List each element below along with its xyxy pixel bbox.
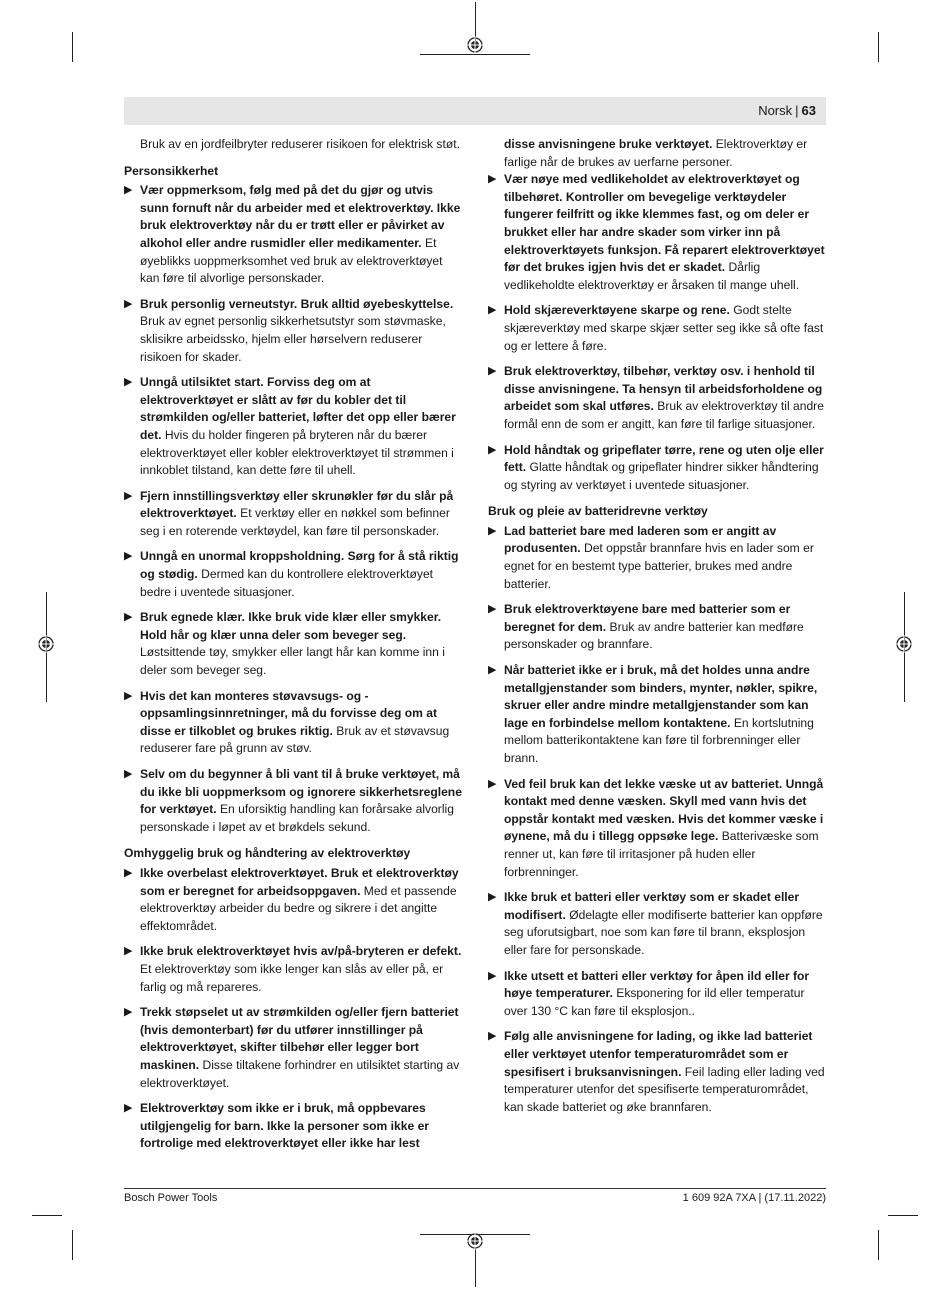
bullet-arrow-icon: ▶ (124, 689, 133, 702)
crop-mark (878, 32, 879, 62)
crop-mark (32, 1215, 62, 1216)
safety-list-item (488, 662, 825, 768)
bold-text: Når batteriet ikke er i bruk, må det holdes unna andre metallgjenstander som binders, mynter, nøkler, spikre, skruer eller andre mindre metallgjenstander som kan lage en forbindelse mellom kontaktene. (504, 663, 818, 730)
bold-text: Vær oppmerksom, følg med på det du gjør og utvis sunn fornuft når du arbeider med et elektroverktøy. Ikke bruk elektroverktøy når du er trøtt eller er påvirket av alkohol eller andre rusmidler eller medikamenter. (140, 183, 461, 250)
body-text: Ødelagte eller modifiserte batterier kan oppføre seg uforutsigbart, noe som kan føre til brann, eksplosjon eller fare for personskade. (504, 907, 823, 957)
bullet-arrow-icon: ▶ (124, 1006, 133, 1019)
bullet-arrow-icon: ▶ (124, 297, 133, 310)
bullet-arrow-icon: ▶ (488, 891, 497, 904)
bullet-arrow-icon: ▶ (124, 945, 133, 958)
body-text: Med et passende elektroverktøy arbeider du bedre og sikrere i det angitte effektområdet. (140, 883, 457, 933)
body-text: Hvis du holder fingeren på bryteren når du bærer elektroverktøyet eller kobler elektroverktøyet til strømmen i innkoblet tilstand, kan dette føre til uhell. (140, 427, 454, 478)
page-number: 63 (801, 103, 816, 118)
footer-rule (124, 1188, 826, 1189)
bold-text: Bruk personlig verneutstyr. Bruk alltid øyebeskyttelse. (140, 296, 454, 311)
bullet-arrow-icon: ▶ (488, 603, 497, 616)
body-text: Eksponering for ild eller temperatur over 130 °C kan føre til eksplosjon.. (504, 986, 805, 1018)
bullet-arrow-icon: ▶ (124, 489, 133, 502)
bold-text: Ved feil bruk kan det lekke væske ut av batteriet. Unngå kontakt med denne væsken. Skyll med vann hvis det oppstår kontakt med væsken. Hvis det kommer væske i øynene, må du i tillegg oppsøke lege. (504, 776, 824, 844)
safety-list-item (488, 776, 825, 882)
bold-text: Ikke overbelast elektroverktøyet. Bruk et elektroverktøy som er beregnet for arbeidsoppgaven. (140, 865, 459, 898)
registration-mark-icon (895, 635, 913, 653)
bullet-arrow-icon: ▶ (488, 969, 497, 982)
bullet-arrow-icon: ▶ (488, 443, 497, 456)
paragraph (488, 136, 825, 171)
body-text: Et øyeblikks uoppmerksomhet ved bruk av elektroverktøyet kan føre til alvorlige personskader. (140, 235, 443, 286)
safety-list-item (124, 943, 462, 996)
safety-list-item (488, 171, 825, 294)
registration-mark-icon (466, 36, 484, 54)
safety-list-item (488, 523, 825, 593)
bold-text: disse anvisningene bruke verktøyet. (504, 137, 713, 151)
crop-mark (878, 1230, 879, 1260)
body-text: Batterivæske som renner ut, kan føre til irritasjoner på huden eller forbrenninger. (504, 829, 819, 879)
section-heading: Omhyggelig bruk og håndtering av elektroverktøy (124, 846, 411, 861)
safety-list-item (124, 182, 462, 288)
body-text: Dårlig vedlikeholdte elektroverktøy er årsaken til mange uhell. (504, 260, 800, 292)
bold-text: Elektroverktøy som ikke er i bruk, må oppbevares utilgjengelig for barn. Ikke la personer som ikke er fortrolige med elektroverktøyet eller ikke har lest (140, 1101, 429, 1151)
body-text: Glatte håndtak og gripeflater hindrer sikker håndtering og styring av verktøyet i uventede situasjoner. (504, 460, 819, 492)
bold-text: Følg alle anvisningene for lading, og ikke lad batteriet eller verktøyet utenfor temperaturområdet som er spesifisert i bruksanvisningen. (504, 1029, 813, 1079)
safety-list-item (124, 1004, 462, 1092)
bullet-arrow-icon: ▶ (488, 524, 497, 537)
safety-list-item (488, 442, 825, 495)
bold-text: Vær nøye med vedlikeholdet av elektroverktøyet og tilbehøret. Kontroller om bevegelige verktøydeler fungerer feilfritt og ikke klemmes fast, og om deler er brukket eller har andre skader som virker inn på elektroverktøyets funksjon. Få reparert elektroverktøyet før det brukes igjen hvis det er skadet. (504, 172, 825, 275)
footer-publisher: Bosch Power Tools (124, 1192, 218, 1204)
crop-mark (888, 1215, 918, 1216)
registration-mark-icon (37, 635, 55, 653)
bold-text: Ikke bruk elektroverktøyet hvis av/på-bryteren er defekt. (140, 944, 462, 959)
header-separator: | (795, 103, 799, 118)
bullet-arrow-icon: ▶ (124, 550, 133, 563)
bold-text: Hold håndtak og gripeflater tørre, rene og uten olje eller fett. (504, 442, 824, 475)
bold-text: Fjern innstillingsverktøy eller skrunøkler før du slår på elektroverktøyet. (140, 488, 454, 521)
body-text: Det oppstår brannfare hvis en lader som er egnet for en bestemt type batterier, brukes med andre batterier. (504, 541, 814, 591)
right-column (488, 136, 825, 1124)
safety-list-item (124, 1100, 462, 1153)
body-text: Bruk av andre batterier kan medføre personskader og brannfare. (504, 619, 804, 652)
safety-list-item (488, 601, 825, 654)
safety-list-item (124, 488, 462, 541)
bullet-arrow-icon: ▶ (124, 1102, 133, 1115)
bullet-arrow-icon: ▶ (488, 173, 497, 186)
bullet-arrow-icon: ▶ (124, 768, 133, 780)
registration-mark-icon (466, 1232, 484, 1250)
safety-list-item (488, 968, 825, 1021)
body-text: Dermed kan du kontrollere elektroverktøyet bedre i uventede situasjoner. (140, 567, 434, 599)
body-text: Bruk av egnet personlig sikkerhetsutstyr som støvmaske, sklisikre arbeidssko, hjelm eller hørselvern reduserer risikoen for skader. (140, 314, 446, 364)
crop-mark (72, 1230, 73, 1260)
crop-mark (420, 54, 530, 55)
bold-text: Unngå utilsiktet start. Forviss deg om at elektroverktøyet er slått av før du kobler det til strømkilden og/eller batteriet, løfter det opp eller bærer det. (140, 375, 456, 442)
bold-text: Bruk elektroverktøy, tilbehør, verktøy osv. i henhold til disse anvisningene. Ta hensyn til arbeidsforholdene og arbeidet som skal utføres. (504, 364, 823, 414)
bullet-arrow-icon: ▶ (124, 184, 133, 197)
body-text: Bruk av en jordfeilbryter reduserer risikoen for elektrisk støt. (140, 137, 460, 151)
body-text: En uforsiktig handling kan forårsake alvorlig personskade i løpet av et brøkdels sekund. (140, 802, 454, 834)
bold-text: Bruk egnede klær. Ikke bruk vide klær eller smykker. Hold hår og klær unna deler som beveger seg. (140, 610, 442, 642)
header-text (758, 103, 816, 119)
paragraph (124, 136, 462, 154)
safety-list-item (488, 889, 825, 959)
bullet-arrow-icon: ▶ (124, 376, 133, 389)
header-language: Norsk (758, 103, 793, 118)
bold-text: Trekk støpselet ut av strømkilden og/eller fjern batteriet (hvis demonterbart) før du utfører innstillinger på elektroverktøyet, skifter tilbehør eller legger bort maskinen. (140, 1005, 459, 1072)
safety-list-item (124, 296, 462, 366)
bold-text: Bruk elektroverktøyene bare med batterier som er beregnet for dem. (504, 602, 791, 634)
bold-text: Lad batteriet bare med laderen som er angitt av produsenten. (504, 523, 777, 556)
section-heading: Personsikkerhet (124, 163, 219, 178)
section-heading: Bruk og pleie av batteridrevne verktøy (488, 504, 708, 519)
bullet-arrow-icon: ▶ (488, 365, 497, 378)
bullet-arrow-icon: ▶ (488, 777, 497, 790)
safety-list-item (124, 865, 462, 935)
bold-text: Hvis det kan monteres støvavsugs- og -oppsamlingsinnretninger, må du forvisse deg om at disse er tilkoblet og brukes riktig. (140, 688, 438, 738)
bold-text: Ikke bruk et batteri eller verktøy som er skadet eller modifisert. (504, 890, 800, 922)
body-text: En kortslutning mellom batterikontaktene kan føre til forbrenninger eller brann. (504, 715, 814, 765)
page-header (124, 97, 826, 125)
body-text: Disse tiltakene forhindrer en utilsiktet starting av elektroverktøyet. (140, 1057, 460, 1090)
bold-text: Unngå en unormal kroppsholdning. Sørg for å stå riktig og stødig. (140, 549, 459, 582)
safety-list-item (488, 302, 825, 355)
bold-text: Ikke utsett et batteri eller verktøy for åpen ild eller for høye temperaturer. (504, 968, 810, 1001)
body-text: Godt stelte skjæreverktøy med skarpe skjær setter seg ikke så ofte fast og er lettere å føre. (504, 303, 824, 353)
body-text: Feil lading eller lading ved temperaturer utenfor det spesifiserte temperaturområdet, kan skade batteriet og øke brannfaren. (504, 1064, 825, 1114)
safety-list-item (488, 363, 825, 433)
body-text: Bruk av elektroverktøy til andre formål enn de som er angitt, kan føre til farlige situasjoner. (504, 399, 824, 431)
footer-doc-id: 1 609 92A 7XA | (17.11.2022) (682, 1192, 826, 1204)
bullet-arrow-icon: ▶ (124, 611, 133, 624)
body-text: Et elektroverktøy som ikke lenger kan slås av eller på, er farlig og må repareres. (140, 961, 444, 994)
body-text: Elektroverktøy er farlige når de brukes av uerfarne personer. (504, 137, 808, 169)
crop-mark (72, 32, 73, 62)
body-text: Løstsittende tøy, smykker eller langt hår kan komme inn i deler som beveger seg. (140, 645, 445, 678)
bold-text: Selv om du begynner å bli vant til å bruke verktøyet, må du ikke bli uoppmerksom og ignorere sikkerhetsreglene for verktøyet. (140, 767, 462, 817)
body-text: Bruk av et støvavsug reduserer fare på grunn av støv. (140, 723, 450, 756)
bullet-arrow-icon: ▶ (488, 664, 497, 677)
safety-list-item (124, 766, 462, 836)
crop-mark (475, 1247, 476, 1287)
safety-list-item (488, 1028, 825, 1116)
safety-list-item (124, 609, 462, 679)
bullet-arrow-icon: ▶ (488, 304, 497, 317)
left-column (124, 136, 462, 1161)
bold-text: Hold skjæreverktøyene skarpe og rene. (504, 303, 730, 318)
safety-list-item (124, 548, 462, 601)
safety-list-item (124, 374, 462, 480)
bullet-arrow-icon: ▶ (124, 866, 133, 879)
safety-list-item (124, 688, 462, 758)
bullet-arrow-icon: ▶ (488, 1030, 497, 1043)
body-text: Et verktøy eller en nøkkel som befinner seg i en roterende verktøydel, kan føre til personskader. (140, 506, 450, 538)
